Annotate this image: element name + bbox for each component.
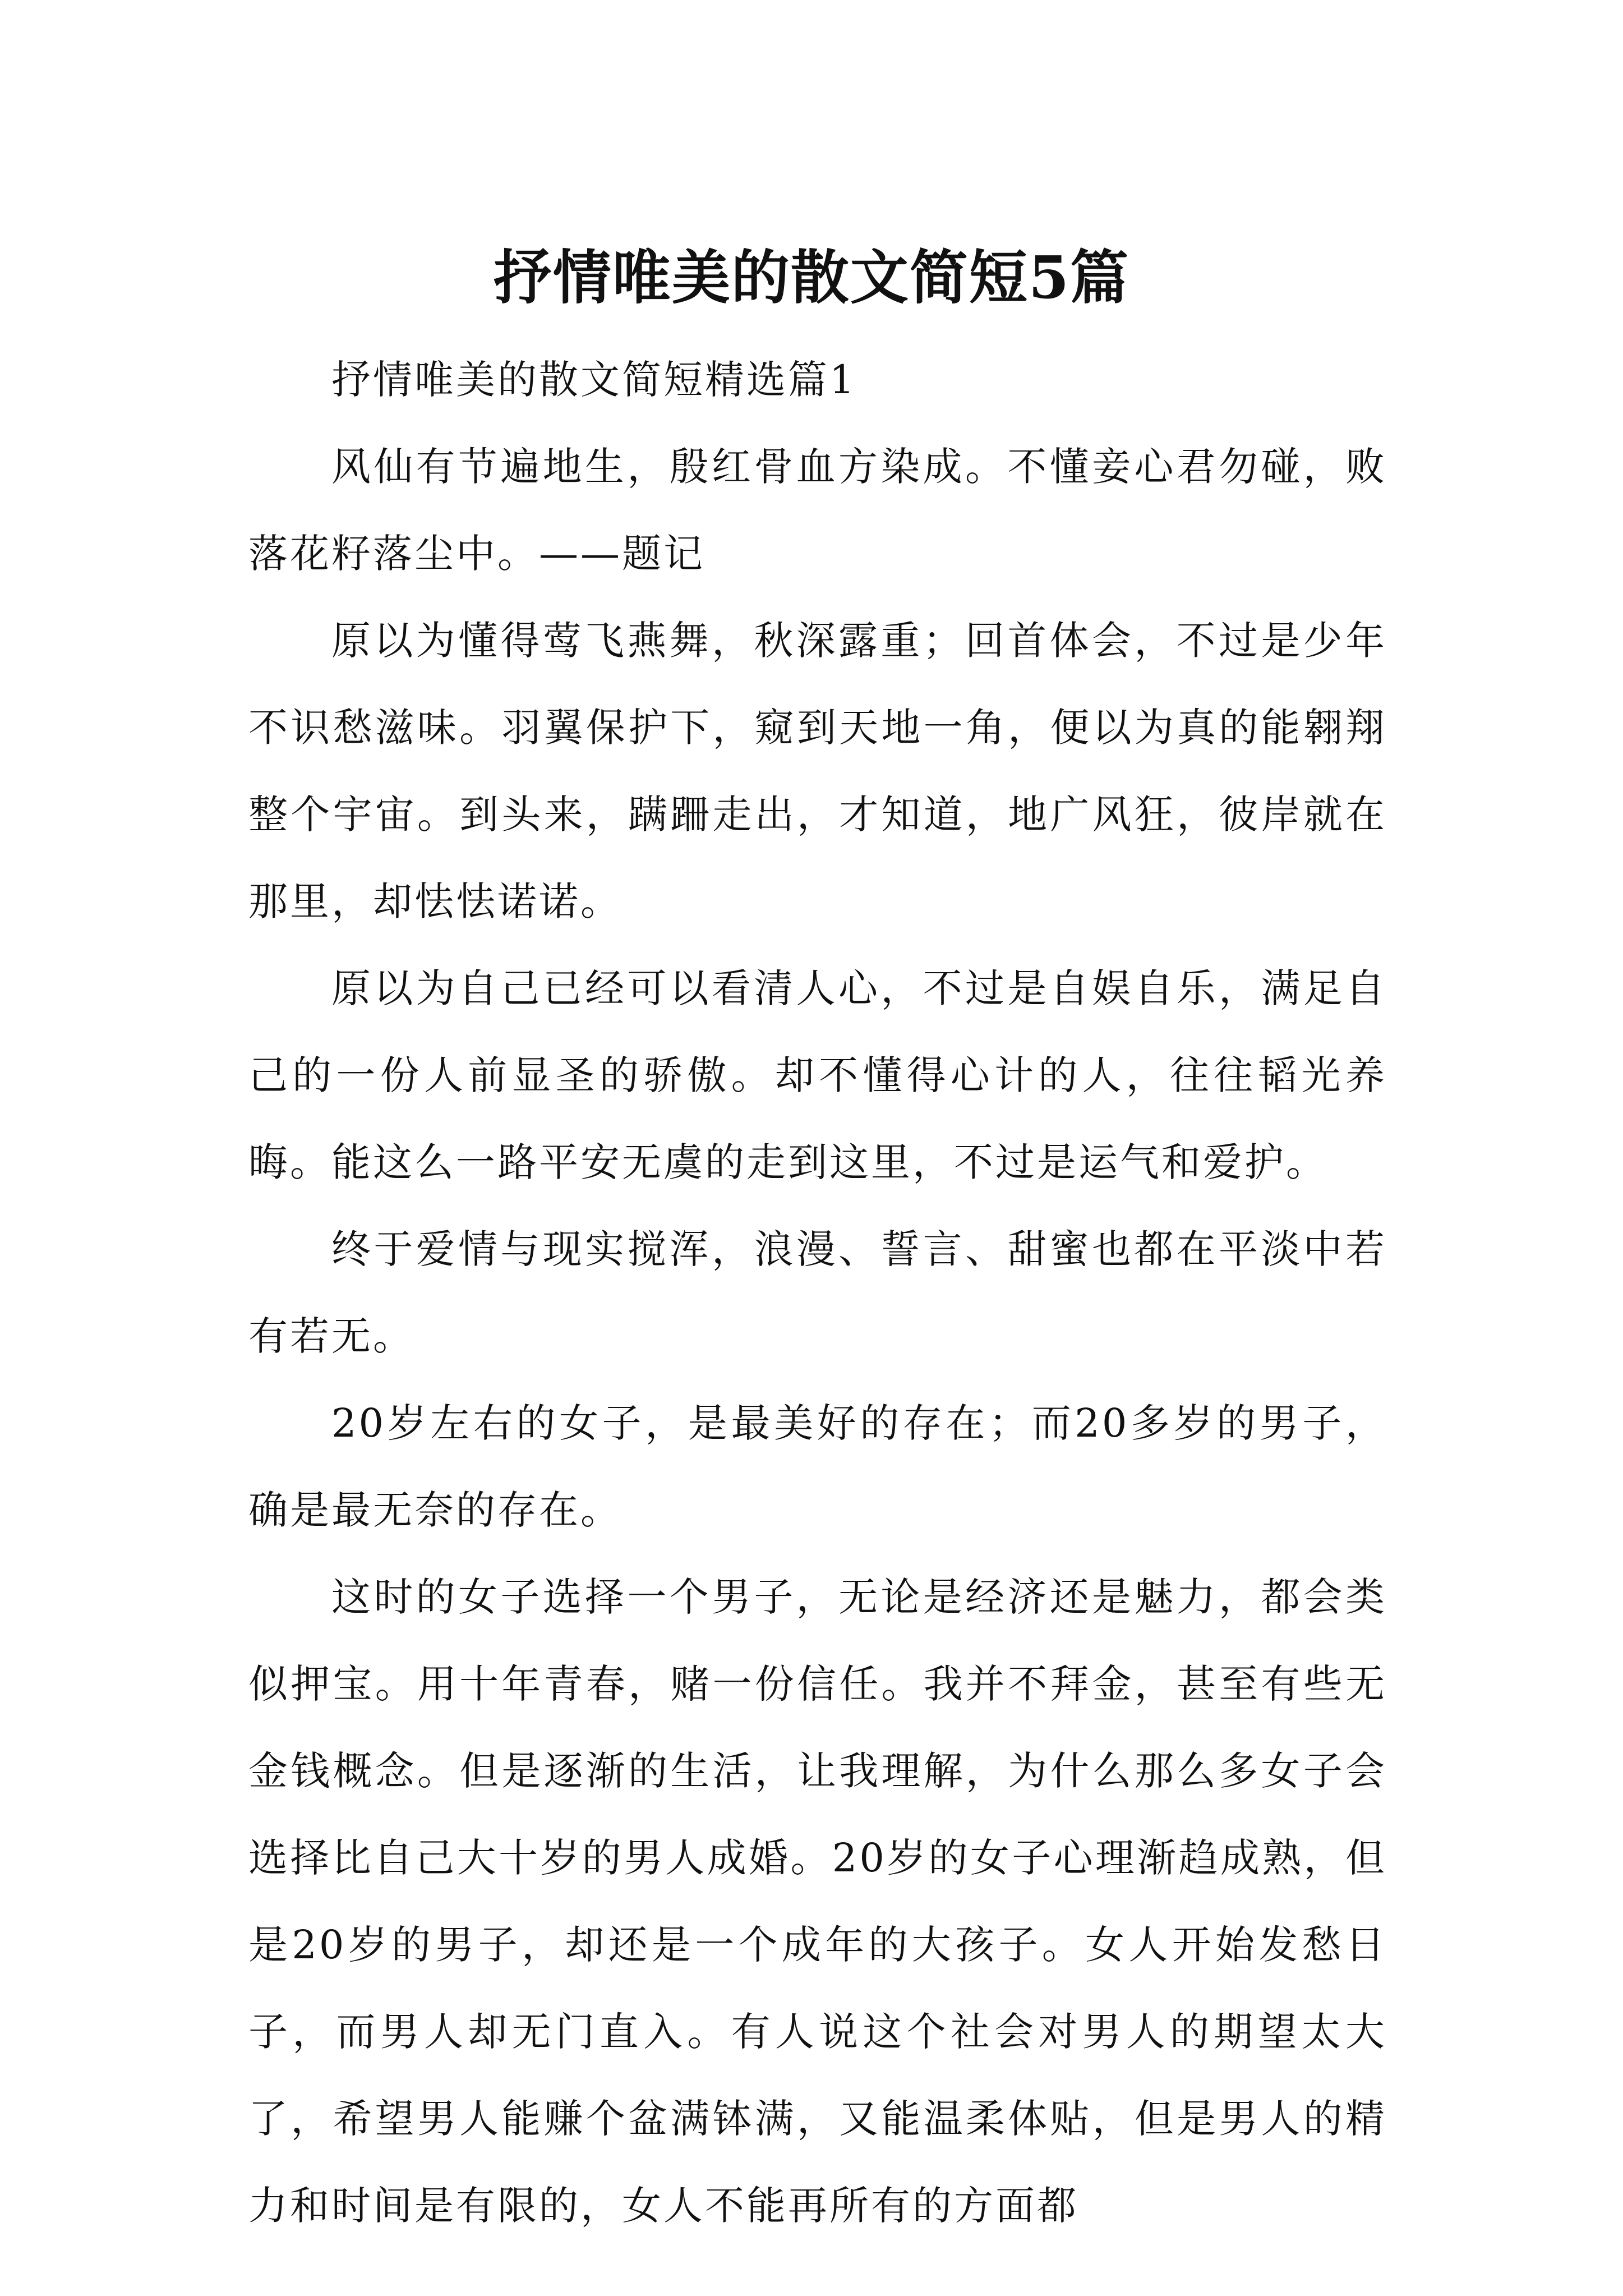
document-body	[248, 337, 1387, 2249]
paragraph: 这时的女子选择一个男子，无论是经济还是魅力，都会类似押宝。用十年青春，赌一份信任。我并不拜金，甚至有些无金钱概念。但是逐渐的生活，让我理解，为什么那么多女子会选择比自己大十岁的男人成婚。20岁的女子心理渐趋成熟，但是20岁的男子，却还是一个成年的大孩子。女人开始发愁日子，而男人却无门直入。有人说这个社会对男人的期望太大了，希望男人能赚个盆满钵满，又能温柔体贴，但是男人的精力和时间是有限的，女人不能再所有的方面都	[248, 1574, 1387, 2229]
paragraph: 终于爱情与现实搅浑，浪漫、誓言、甜蜜也都在平淡中若有若无。	[248, 1226, 1387, 1359]
paragraph: 20岁左右的女子，是最美好的存在；而20多岁的男子，确是最无奈的存在。	[248, 1400, 1387, 1533]
paragraph-section-heading: 抒情唯美的散文简短精选篇1	[331, 357, 857, 403]
paragraph: 原以为自己已经可以看清人心，不过是自娱自乐，满足自己的一份人前显圣的骄傲。却不懂得心计的人，往往韬光养晦。能这么一路平安无虞的走到这里，不过是运气和爱护。	[248, 965, 1387, 1185]
document-title: 抒情唯美的散文简短5篇	[493, 242, 1130, 312]
paragraph: 原以为懂得莺飞燕舞，秋深露重；回首体会，不过是少年不识愁滋味。羽翼保护下，窥到天地一角，便以为真的能翱翔整个宇宙。到头来，蹒跚走出，才知道，地广风狂，彼岸就在那里，却怯怯诺诺。	[248, 618, 1387, 924]
paragraph-epigraph: 风仙有节遍地生，殷红骨血方染成。不懂妾心君勿碰，败落花籽落尘中。——题记	[248, 444, 1387, 577]
